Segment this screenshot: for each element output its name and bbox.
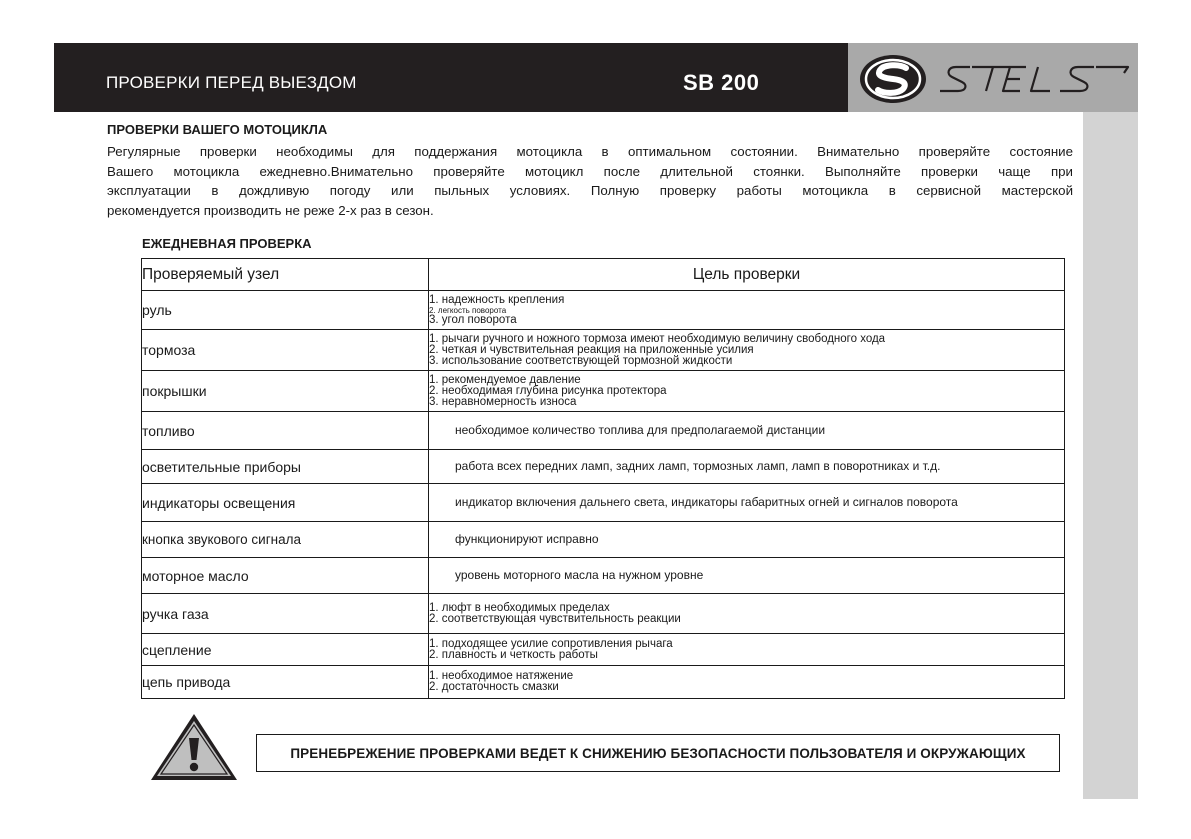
- check-goal: [429, 484, 1065, 522]
- warning-box: ПРЕНЕБРЕЖЕНИЕ ПРОВЕРКАМИ ВЕДЕТ К СНИЖЕНИЮ БЕЗОПАСНОСТИ ПОЛЬЗОВАТЕЛЯ И ОКРУЖАЮЩИХ: [256, 734, 1060, 772]
- goal-line: работа всех передних ламп, задних ламп, тормозных ламп, ламп в поворотниках и т.д.: [455, 459, 941, 473]
- column-header-item: Проверяемый узел: [142, 259, 429, 291]
- intro-text-line: эксплуатации в дождливую погоду или пыльных условиях. Полную проверку работы мотоцикла в сервисной мастерской: [107, 183, 1073, 198]
- check-item: моторное масло: [142, 558, 429, 594]
- goal-line: 2. четкая и чувствительная реакция на приложенные усилия: [429, 343, 754, 356]
- check-item: топливо: [142, 412, 429, 450]
- check-item: ручка газа: [142, 594, 429, 634]
- goal-line: 3. неравномерность износа: [429, 395, 577, 408]
- table-row: [142, 330, 1065, 371]
- table-row: [142, 522, 1065, 558]
- goal-line: 2. необходимая глубина рисунка протектора: [429, 384, 667, 397]
- check-goal: [429, 330, 1065, 371]
- warning-triangle-icon: [149, 712, 239, 782]
- check-item: осветительные приборы: [142, 450, 429, 484]
- page-header: [54, 43, 848, 112]
- page-title: ПРОВЕРКИ ПЕРЕД ВЫЕЗДОМ: [106, 73, 357, 92]
- stels-logo-icon: [848, 43, 1138, 112]
- check-goal: [429, 450, 1065, 484]
- goal-line: необходимое количество топлива для предполагаемой дистанции: [455, 423, 826, 437]
- intro-text-line: Регулярные проверки необходимы для поддержания мотоцикла в оптимальном состоянии. Внимательно проверяйте состояние: [107, 144, 1073, 159]
- check-goal: [429, 634, 1065, 666]
- table-row: [142, 558, 1065, 594]
- goal-line: 1. надежность крепления: [429, 293, 565, 306]
- intro-text-line: Вашего мотоцикла ежедневно.Внимательно проверяйте мотоцикл после длительной стоянки. Выполняйте проверки чаще при: [107, 163, 1073, 179]
- section-heading: ПРОВЕРКИ ВАШЕГО МОТОЦИКЛА: [107, 122, 328, 137]
- check-goal: [429, 666, 1065, 699]
- table-row: [142, 371, 1065, 412]
- table-row: [142, 450, 1065, 484]
- goal-line: функционируют исправно: [455, 532, 599, 546]
- model-name: SB 200: [683, 70, 760, 95]
- check-goal: [429, 371, 1065, 412]
- check-goal: [429, 594, 1065, 634]
- check-item: покрышки: [142, 371, 429, 412]
- goal-line: 1. необходимое натяжение: [429, 670, 574, 682]
- intro-section: [107, 122, 1073, 220]
- goal-line: 1. рычаги ручного и ножного тормоза имеют необходимую величину свободного хода: [429, 332, 886, 345]
- check-goal: [429, 522, 1065, 558]
- table-row: [142, 484, 1065, 522]
- table-header-row: [142, 259, 1065, 291]
- goal-line: 2. достаточность смазки: [429, 681, 559, 693]
- column-header-goal: Цель проверки: [429, 259, 1065, 291]
- check-goal: [429, 291, 1065, 330]
- check-item: цепь привода: [142, 666, 429, 699]
- goal-line: 3. угол поворота: [429, 313, 517, 326]
- check-goal: [429, 558, 1065, 594]
- check-item: руль: [142, 291, 429, 330]
- goal-line: 2. соответствующая чувствительность реакции: [429, 612, 681, 625]
- intro-text-line: рекомендуется производить не реже 2-х раз в сезон.: [107, 202, 434, 218]
- table-row: [142, 634, 1065, 666]
- check-item: кнопка звукового сигнала: [142, 522, 429, 558]
- goal-line: уровень моторного масла на нужном уровне: [455, 568, 704, 582]
- daily-check-table: [141, 258, 1065, 699]
- table-row: [142, 291, 1065, 330]
- check-item: тормоза: [142, 330, 429, 371]
- goal-line: 2. плавность и четкость работы: [429, 648, 598, 661]
- goal-line: 1. люфт в необходимых пределах: [429, 601, 610, 614]
- table-row: [142, 412, 1065, 450]
- goal-line: 2. легкость поворота: [429, 305, 507, 315]
- table-row: [142, 594, 1065, 634]
- brand-logo: [848, 43, 1138, 112]
- check-item: сцепление: [142, 634, 429, 666]
- side-strip: [1083, 112, 1138, 799]
- check-item: индикаторы освещения: [142, 484, 429, 522]
- goal-line: 1. рекомендуемое давление: [429, 373, 581, 386]
- goal-line: 3. использование соответствующей тормозной жидкости: [429, 354, 733, 367]
- goal-line: 1. подходящее усилие сопротивления рычага: [429, 637, 673, 650]
- goal-line: индикатор включения дальнего света, индикаторы габаритных огней и сигналов поворота: [455, 495, 958, 509]
- table-row: [142, 666, 1065, 699]
- check-goal: [429, 412, 1065, 450]
- daily-check-heading: ЕЖЕДНЕВНАЯ ПРОВЕРКА: [142, 236, 312, 251]
